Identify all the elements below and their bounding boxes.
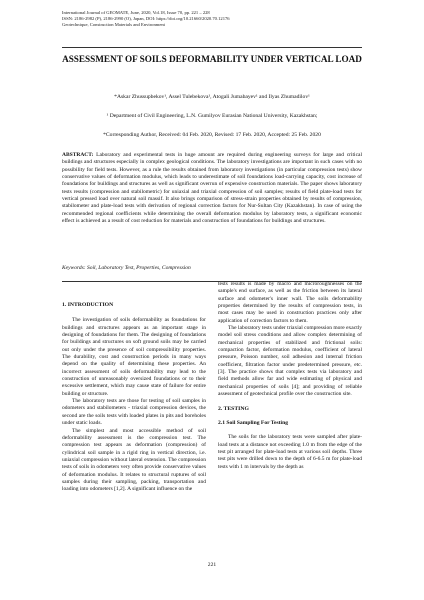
right-paragraph-1: tests results is made by macro and microroughnesses on the sample's end surface, as well as the friction between its lateral surface and odometer's inner wall. The soils deformability properties determined by the results of compression tests, in most cases may be used in construction practices only after application of correction factors to them. [218,281,362,324]
left-column [62,281,206,494]
author-list: *Askar Zhussupbekov¹, Assel Tulebekova¹, Atogali Jumabayev¹ and Ilyas Zhumadilov¹ [114,94,310,100]
abstract-text: Laboratory and experimental tests in huge amount are required during engineering surveys for large and critical buildings and structures especially in complex geological conditions. The laboratory investigations are important in such cases with no possibility for field tests. However, as a rule the results obtained from laboratory investigations (in particular compression tests) show conservative values of deformation modulus, which leads to underestimate of soil foundations load-carrying capacity, cost increase of foundations for buildings and structures as well as significant overrun of expensive construction materials. The paper shows laboratory tests results (compression and stabilometric) for uniaxial and triaxial compression of soil samples; results of field plate-load tests for vertical pressed load over natural soil massif. It also brings comparison of stress-strain properties obtained by results of compression, stabilometer and plate-load tests with derivation of regional correction factors for Nur-Sultan City (Kazakhstan). In case of using the recommended regional coefficients while determining the overall deformation modulus by laboratory tests, a significant economic effect is achieved as a result of cost reduction for materials and construction of foundations for buildings and structures. [62,152,362,225]
correspondence-dates: *Corresponding Author, Received: 04 Feb. 2020, Revised: 17 Feb. 2020, Accepted: 25 Feb. 2020 [103,132,321,138]
keywords: Keywords: Soil, Laboratory Test, Properties, Compression [62,265,191,271]
right-paragraph-3: The soils for the laboratory tests were sampled after plate-load tests at a distance not exceeding 1.0 m from the edge of the test pit arranged for plate-load tests at various soil depths. Three test pits were drilled down to the depth of 6-6.5 m for plate-load tests with 1 m intervals by the depth as [218,434,362,470]
right-column [218,281,362,471]
affiliation: ¹ Department of Civil Engineering, L.N. Gumilyov Eurasian National University, Kazakhstan; [106,113,318,119]
right-paragraph-2: The laboratory tests under triaxial compression more exactly model soil stress conditions and allow complex determining of mechanical properties of stabilized and frictional soils: compaction factor, deformation modulus, coefficient of lateral pressure, Poisson number, soil adhesion and internal friction coefficient, filtration factor under predetermined pressure, etc. [3]. The practice shows that complex tests via laboratory and field methods allow far and wide estimating of physical and mechanical properties of soils [4]; and providing of reliable assessment of geotechnical profile over the construction site. [218,325,362,398]
abstract [62,152,362,225]
subsection-heading-sampling: 2.1 Soil Sampling For Testing [218,419,288,426]
section-heading-introduction: 1. INTRODUCTION [62,302,114,308]
header-divider [62,47,362,48]
journal-citation: International Journal of GEOMATE, June, 2020, Vol.18, Issue 70, pp. 221 – 228 [62,10,210,15]
intro-paragraph-3: The simplest and most accessible method of soil deformability assessment is the compression test. The compression test appears as deformation (compression) of cylindrical soil sample in a rigid ring in vertical direction, i.e. uniaxial compression without lateral extension. The compression tests of soils in odometers very often provide conservative values of deformation modulus. It relates to structural ruptures of soil samples during their sampling, packing, transportation and loading into odometers [1,2]. A significant influence on the [62,427,206,493]
intro-paragraph-1: The investigation of soils deformability as foundations for buildings and structures appears as an important stage in designing of foundations for them. The designing of foundations for buildings and structures on soft ground soils may be carried out only under the presence of soil compressibility properties. The durability, cost and construction periods in many ways depend on the quality of determining these properties. An incorrect assessment of soils deformability may lead to the construction of unreasonably oversized foundations or to their excessive settlement, which may cause state of failure for entire building or structure. [62,317,206,397]
journal-category: Geotechnique, Construction Materials and Environment [62,21,165,27]
page-number: 221 [207,562,217,568]
journal-header [62,10,362,27]
section-heading-testing: 2. TESTING [218,405,249,412]
intro-paragraph-2: The laboratory tests are those for testing of soil samples in odometers and stabilometers - triaxial compression devices, the second are the soils tests with loaded plates in pits and boreholes under static loads. [62,398,206,427]
journal-issn-doi: ISSN: 2186-2982 (P), 2186-2990 (O), Japan, DOI: https://doi.org/10.21660/2020.70.12176 [62,15,230,21]
abstract-label: ABSTRACT: [62,152,94,158]
paper-title: ASSESSMENT OF SOILS DEFORMABILITY UNDER VERTICAL LOAD [62,54,362,64]
